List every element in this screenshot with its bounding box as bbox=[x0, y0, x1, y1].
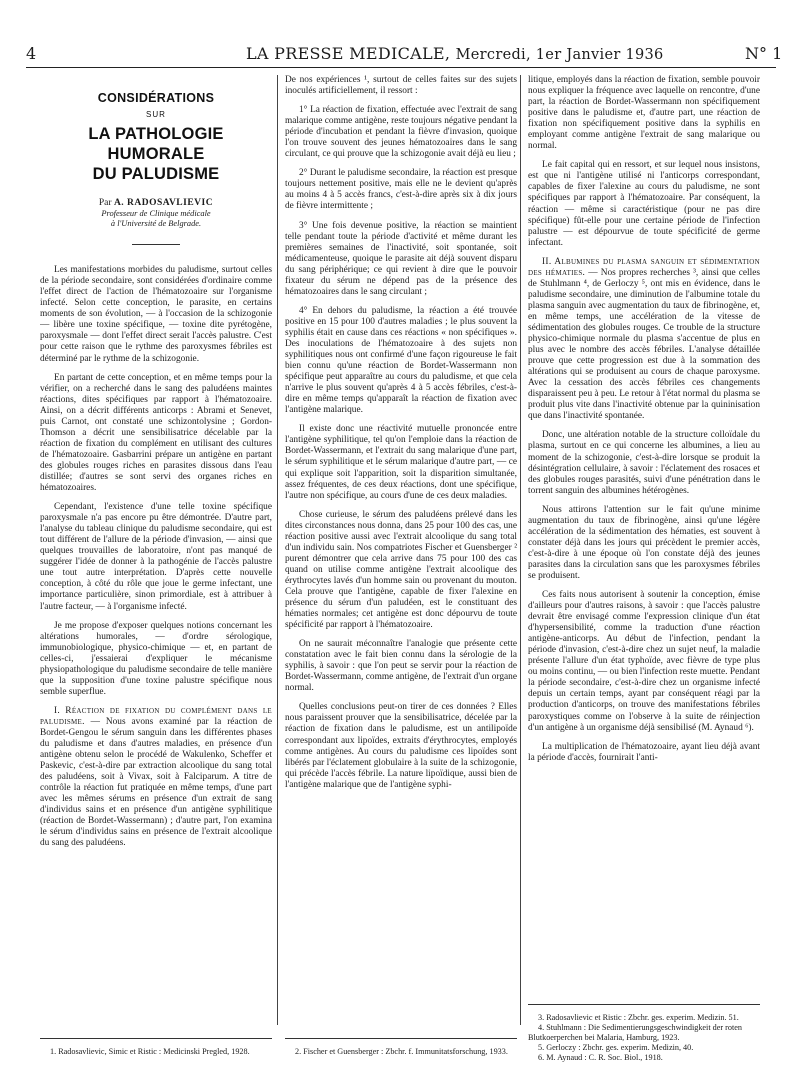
title-separator bbox=[132, 244, 180, 245]
paragraph: Nous attirons l'attention sur le fait qu'une minime augmentation du taux de fibrinogène, ainsi qu'une légère accélération de la sédimentation des hématies, est souvent à constater déjà dans les jours qui précèdent le premier accès, c'est-à-dire à une époque où l'on constate déjà des jeunes parasites dans la circulation sans que les paroxysmes fébriles se produisent. bbox=[528, 504, 760, 581]
title-line: SUR bbox=[146, 110, 166, 120]
header-rule bbox=[26, 67, 776, 68]
column-divider bbox=[520, 75, 521, 1025]
paragraph: Donc, une altération notable de la structure colloïdale du plasma, surtout en ce qui concerne les albumines, a lieu au moment de la schizogonie, c'est-à-dire lorsque se produit la désintégration cellulaire, à savoir : l'éclatement des rosaces et des globules rouges parasités, suivi d'une pénétration dans le torrent sanguin des albumines hétérogènes. bbox=[528, 430, 760, 496]
paragraph-text: — Nous avons examiné par la réaction de Bordet-Gengou le sérum sanguin dans les différentes phases du paludisme et dans d'autres maladies, en présence d'un antigène obtenu selon le procédé de Wakulenko, Scheffer et Paskevic, c'est-à-dire par extraction alcoolique du sang total des paludéens, soit à Vivax, soit à Falciparum. A titre de contrôle la réaction fut pratiquée en même temps, d'une part avec les mêmes sérums en présence d'un extrait de sang d'individus sains et en présence d'un antigène syphilitique (réaction de Bordet-Wassermann) ; d'autre part, l'on examina le sérum d'individus sains en présence de l'extrait alcoolique du sang des paludéens. bbox=[40, 716, 272, 849]
paragraph: Il existe donc une réactivité mutuelle prononcée entre l'antigène syphilitique, tel qu'on l'emploie dans la réaction de Bordet-Wassermann, et l'extrait du sang malarique d'une part, le sérum syphilitique et le sérum malarique d'autre part, — ce qui explique soit l'apparition, soit la disparition simultanée, assez fréquentes, de ces deux réactions, dont une spécifique, l'autre non spécifique, au cours d'une de ces deux maladies. bbox=[285, 424, 517, 501]
article-title bbox=[40, 93, 272, 184]
column-1 bbox=[40, 75, 272, 1035]
section-paragraph bbox=[528, 257, 760, 423]
footnote-rule bbox=[528, 1004, 760, 1005]
paragraph-text: — Nos propres recherches ³, ainsi que celles de Stuhlmann ⁴, de Gerloczy ⁵, ont mis en évidence, dans le paludisme secondaire, une diminution de l'albumine totale du plasma sanguin avec augmentation du taux de fibrinogène, et, en même temps, une accélération de la vitesse de sédimentation des globules rouges. Ce trouble de la structure physico-chimique normale du plasma s'accentue de plus en plus avec le nombre des accès fébriles. L'analyse détaillée prouve que cette progression est due à la sommation des altérations qui se produisent au cours de chaque paroxysme. Avec la cessation des accès fébriles ces changements disparaissent peu à peu. Le retour à l'état normal du plasma se produit plus vite dans l'inactivité obtenue par la quininisation que dans l'inactivité spontanée. bbox=[528, 267, 760, 422]
paragraph: Quelles conclusions peut-on tirer de ces données ? Elles nous paraissent prouver que la sensibilisatrice, décelée par la réaction de fixation dans le paludisme, est un antilipoïde correspondant aux lipoïdes, extraits d'érythrocytes, employés comme antigènes. Au cours du paludisme ces lipoïdes sont libérés par l'éclatement globulaire à la suite de la schizogonie, qui précède l'accès fébrile. La nature lipoïdique, aussi bien de l'antigène malarique que de l'antigène syphi- bbox=[285, 702, 517, 790]
issue-number: N° 1 bbox=[745, 44, 783, 63]
footnote-rule bbox=[40, 1038, 272, 1039]
paragraph: La multiplication de l'hématozoaire, ayant lieu déjà avant la période d'accès, fournirait l'anti- bbox=[528, 741, 760, 763]
author-name: A. RADOSAVLIEVIC bbox=[113, 198, 214, 209]
paragraph: litique, employés dans la réaction de fixation, semble pouvoir nous expliquer la fréquence avec laquelle on rencontre, d'une part, la réaction de Bordet-Wassermann non spécifiquement positive dans le paludisme et, d'autre part, une réaction de fixation non spécifiquement positive dans la syphilis en employant comme antigène l'extrait de sang malarique ou normal. bbox=[528, 75, 760, 152]
running-header bbox=[246, 44, 664, 64]
paragraph: 4° En dehors du paludisme, la réaction a été trouvée positive en 15 pour 100 d'autres maladies ; le plus souvent la syphilis était en cause dans ces réactions « non spécifiques ». Des inoculations de l'hématozoaire à des sujets non syphilitiques nous ont confirmé d'une façon rigoureuse le fait bien connu qu'une réaction de Bordet-Wassermann non spécifique peut apparaître au cours du paludisme, et que cela n'arrive le plus souvent qu'après 4 à 5 accès fébriles, c'est-à-dire en même temps qu'apparaît la réaction de fixation avec l'antigène malarique. bbox=[285, 305, 517, 416]
author-block bbox=[40, 198, 272, 229]
page-number: 4 bbox=[26, 44, 37, 63]
footnotes-col2 bbox=[285, 1038, 517, 1057]
paragraph: 3° Une fois devenue positive, la réaction se maintient telle pendant toute la période d'activité et même durant les premières semaines de l'inactivité, soit spontanée, soit médicamenteuse, quoique le parasite ait déjà souvent disparu du sang périphérique; ce qui revient à dire que le pouvoir fixateur du sérum ne dépend pas de la présence des hématozoaires dans le sang circulant ; bbox=[285, 220, 517, 297]
issue-date: Mercredi, 1er Janvier 1936 bbox=[455, 47, 664, 63]
section-paragraph bbox=[40, 706, 272, 850]
column-2 bbox=[285, 75, 517, 1035]
footnotes-col1 bbox=[40, 1038, 272, 1057]
paragraph: 2° Durant le paludisme secondaire, la réaction est presque toujours nettement positive, mais elle ne le devient qu'après au moins 4 à 5 accès francs, c'est-à-dire après six à dix jours de fièvre intermittente ; bbox=[285, 168, 517, 212]
author-role: Professeur de Clinique médicale bbox=[101, 209, 211, 219]
paragraph: Cependant, l'existence d'une telle toxine spécifique paroxysmale n'a pas encore pu être démontrée. D'autre part, l'analyse du tableau clinique du paludisme secondaire, qui est tout différent de l'allure de la période d'invasion, — ainsi que quelques trouvailles de laboratoire, n'ont pas manqué de suggérer l'idée de donner à la pathogénie de l'accès palustre une tout autre interprétation. D'après cette nouvelle conception, à côté du rôle que joue le germe infectant, une importance particulière, sinon primordiale, est à attribuer à l'autre facteur, — à l'organisme infecté. bbox=[40, 502, 272, 612]
paragraph: 1° La réaction de fixation, effectuée avec l'extrait de sang malarique comme antigène, reste toujours négative pendant la période d'incubation et pendant la fièvre d'invasion, quoique l'on trouve souvent des jeunes hématozoaires dans le sang circulant, ce qui prouve que la schizogonie avait déjà eu lieu ; bbox=[285, 105, 517, 160]
footnote: 1. Radosavlievic, Simic et Ristic : Medicinski Pregled, 1928. bbox=[50, 1047, 250, 1056]
author-affiliation: à l'Université de Belgrade. bbox=[110, 219, 202, 229]
section-heading: I. Réaction de fixation du complément dans le paludisme. bbox=[40, 705, 272, 727]
footnotes-col3 bbox=[528, 1004, 760, 1063]
footnote: 3. Radosavlievic et Ristic : Zbchr. ges. experim. Medizin. 51. bbox=[538, 1013, 739, 1022]
column-3 bbox=[528, 75, 760, 1035]
author-prefix: Par bbox=[98, 198, 112, 209]
paragraph: Je me propose d'exposer quelques notions concernant les altérations humorales, — d'ordre sérologique, immunobiologique, physico-chimique — et, en partant de celles-ci, j'essaierai d'expliquer le mécanisme physiopathologique du paludisme secondaire de telle manière que la supposition d'une toxine palustre spécifique nous semble superflue. bbox=[40, 620, 272, 697]
title-line: DU PALUDISME bbox=[92, 165, 220, 184]
paragraph: Le fait capital qui en ressort, et sur lequel nous insistons, est que ni l'antigène utilisé ni l'anticorps correspondant, capables de fixer l'alexine au cours du paludisme, ne sont spécifiques par rapport à l'hématozoaire. Par conséquent, la réaction — même si caractéristique (pour ne pas dire spécifique) fût-elle pour une certaine période de l'infection palustre — est dépourvue de toute spécificité de germe infectant. bbox=[528, 160, 760, 248]
author-line bbox=[40, 198, 272, 209]
paragraph: De nos expériences ¹, surtout de celles faites sur des sujets inoculés artificiellement, il ressort : bbox=[285, 75, 517, 97]
title-line: CONSIDÉRATIONS bbox=[97, 91, 215, 105]
footnote-rule bbox=[285, 1038, 517, 1039]
paragraph: On ne saurait méconnaître l'analogie que présente cette constatation avec le fait bien connu dans la sérologie de la syphilis, à savoir : que l'on peut se servir pour la réaction de Bordet-Wassermann, comme antigène, de l'extrait d'un organe normal. bbox=[285, 639, 517, 694]
title-line: LA PATHOLOGIE HUMORALE bbox=[88, 125, 224, 164]
footnote: 6. M. Aynaud : C. R. Soc. Biol., 1918. bbox=[538, 1053, 663, 1062]
footnote: 5. Gerloczy : Zbchr. ges. experim. Medizin, 40. bbox=[538, 1043, 694, 1052]
section-heading: II. Albumines du plasma sanguin et sédimentation des hématies. bbox=[528, 256, 760, 278]
paragraph: Chose curieuse, le sérum des paludéens prélevé dans les dites circonstances nous donna, dans 25 pour 100 des cas, une réaction positive aussi avec l'extrait alcoolique du sang total d'un individu sain. Nos compatriotes Fischer et Guensberger ² purent démontrer que cela arrive dans 75 pour 100 des cas quand on utilise comme antigène l'extrait alcoolique des érythrocytes lavés d'un homme sain ou provenant du mouton. Cela prouve que l'antigène, capable de fixer l'alexine en présence du sérum d'un paludéen, est le constituant des hématies normales; cet antigène est donc dépourvu de toute spécificité par rapport à l'hématozoaire. bbox=[285, 509, 517, 631]
journal-name: LA PRESSE MEDICALE, bbox=[246, 44, 451, 63]
paragraph: Les manifestations morbides du paludisme, surtout celles de la période secondaire, sont considérées d'ordinaire comme l'effet direct de l'action de l'hématozoaire sur l'organisme infecté. Selon cette conception, le parasite, en certains moments de son évolution, — à l'occasion de la schizogonie — libère une toxine spécifique, — toxine dite pyrétogène, paroxysmale — dont l'effet direct serait l'accès palustre. C'est pour cette raison que le rythme des paroxysmes fébriles est déterminé par le rythme de la schizogonie. bbox=[40, 265, 272, 364]
column-divider bbox=[277, 75, 278, 1025]
paragraph: En partant de cette conception, et en même temps pour la vérifier, on a recherché dans le sang des paludéens maintes réactions, dites spécifiques par rapport à l'hématozoaire. Ainsi, on a décrit différents anticorps : Abrami et Senevet, puis Carnot, ont constaté une schizontolysine ; Gordon-Thomson a décrit une sensibilisatrice décelable par la réaction de fixation du complément en utilisant des cultures de l'hématozoaire. Gasbarrini prépare un antigène en partant des globules rouges riches en parasites dissous dans l'eau distillée; d'autres se sont servi des organes riches en hématozoaires. bbox=[40, 372, 272, 494]
footnote: 4. Stuhlmann : Die Sedimentierungsgeschwindigkeit der roten Blutkoerperchen bei Malaria, Hamburg, 1923. bbox=[528, 1023, 742, 1042]
footnote: 2. Fischer et Guensberger : Zbchr. f. Immunitatsforschung, 1933. bbox=[295, 1047, 508, 1056]
paragraph: Ces faits nous autorisent à soutenir la conception, émise d'ailleurs pour d'autres raisons, à savoir : que l'accès palustre devrait être envisagé comme l'expression clinique d'un état d'hypersensibilité, comme la traduction d'une réaction antigène-anticorps. Au début de l'infection, pendant la période d'invasion, c'est-à-dire chez un sujet neuf, la maladie présente l'allure d'un état typhoïde, avec fièvre de type plus ou moins continu, — ou bien l'infection reste muette. Pendant la période secondaire, c'est-à-dire chez un organisme infecté depuis un certain temps, ayant par conséquent réagi par la production d'anticorps, on trouve des manifestations fébriles paroxystiques comme on l'observe à la suite de réinjection d'un antigène à un organisme déjà sensibilisé (M. Aynaud ⁶). bbox=[528, 590, 760, 733]
